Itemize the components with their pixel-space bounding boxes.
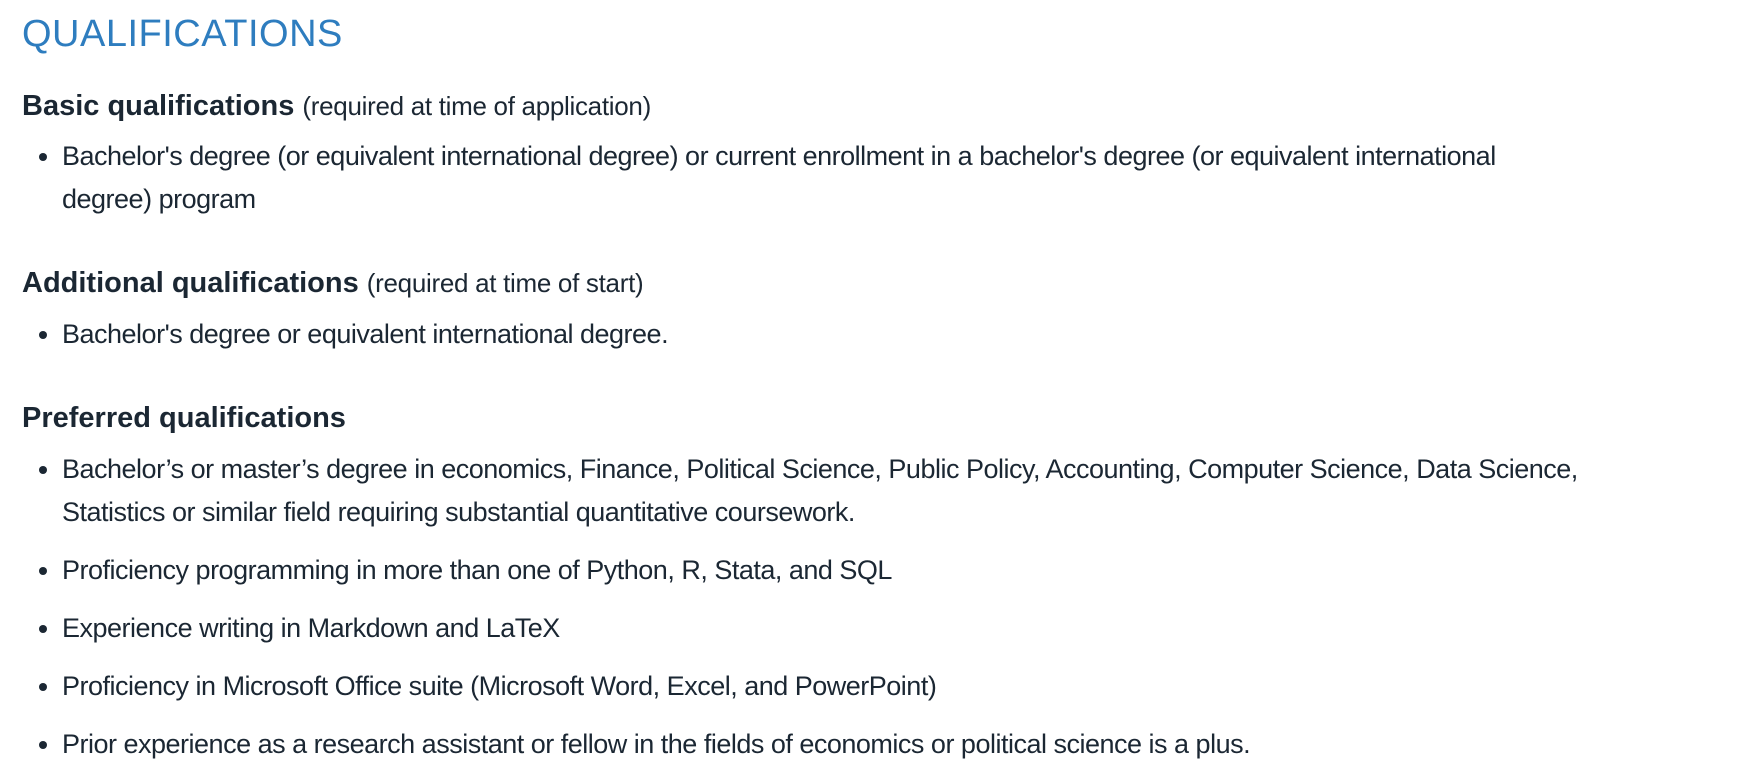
page-title: QUALIFICATIONS: [22, 13, 343, 55]
heading-text: Additional qualifications: [22, 267, 359, 300]
additional-qualifications-list: [22, 313, 1582, 356]
list-item: • Prior experience as a research assistant or fellow in the fields of economics or political science is a plus.: [62, 723, 1582, 766]
preferred-qualifications-heading: [22, 400, 1734, 438]
heading-note: (required at time of start): [366, 268, 644, 299]
section-additional-qualifications: [22, 265, 1734, 356]
section-preferred-qualifications: [22, 400, 1734, 766]
additional-qualifications-heading: [22, 265, 1734, 303]
list-item: • Proficiency programming in more than one of Python, R, Stata, and SQL: [62, 549, 1582, 592]
basic-qualifications-list: [22, 135, 1582, 221]
heading-text: Basic qualifications: [22, 89, 295, 122]
list-item: • Experience writing in Markdown and LaTeX: [62, 607, 1582, 650]
list-item: • Bachelor's degree or equivalent international degree.: [62, 313, 1582, 356]
list-item: • Proficiency in Microsoft Office suite (Microsoft Word, Excel, and PowerPoint): [62, 665, 1582, 708]
heading-text: Preferred qualifications: [22, 401, 346, 434]
section-basic-qualifications: [22, 88, 1734, 222]
basic-qualifications-heading: [22, 88, 1734, 126]
preferred-qualifications-list: [22, 448, 1582, 766]
heading-note: (required at time of application): [302, 90, 651, 121]
list-item: • Bachelor’s or master’s degree in economics, Finance, Political Science, Public Policy, Accounting, Computer Science, Data Science, Statistics or similar field requiring substantial quantitative coursework.: [62, 448, 1582, 534]
list-item: • Bachelor's degree (or equivalent international degree) or current enrollment in a bachelor's degree (or equivalent international degree) program: [62, 135, 1582, 221]
